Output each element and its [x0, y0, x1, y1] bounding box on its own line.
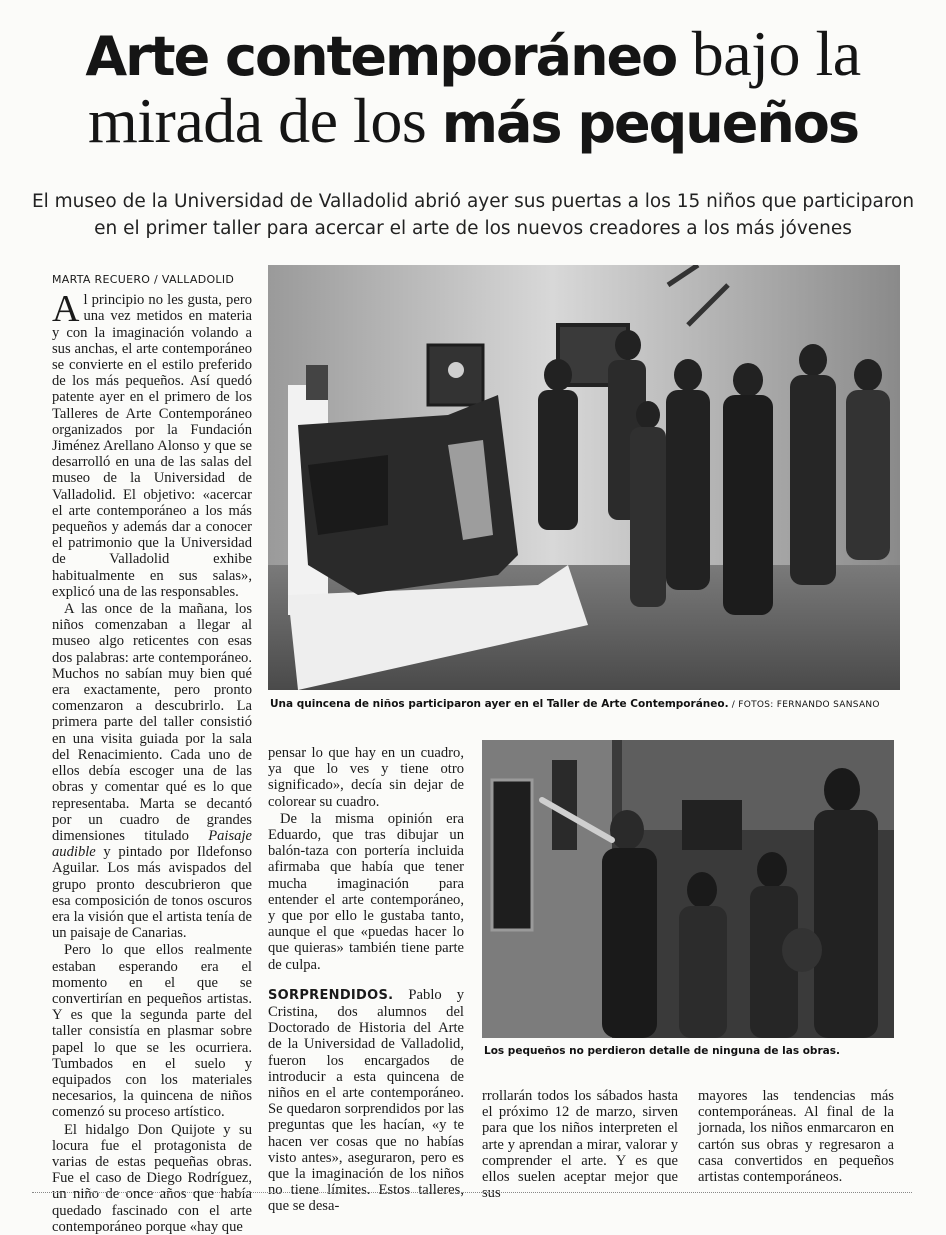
- photo-credit: / FOTOS: FERNANDO SANSANO: [728, 700, 880, 710]
- paragraph: De la misma opinión era Eduardo, que tras dibujar un balón-taza con portería incluida afirmaba que había que tener mucha imaginación para entender el arte contemporáneo, y que por ello le gustaba tanto, aunque el que «puedas hacer lo que quieras» también tiene parte de culpa.: [268, 810, 464, 973]
- paragraph: pensar lo que hay en un cuadro, ya que lo ves y tiene otro significado», decía sin dejar de colorear su cuadro.: [268, 745, 464, 810]
- paragraph-text: A las once de la mañana, los niños comenzaban a llegar al museo algo reticentes con esas dos palabras: arte contemporáneo. Muchos no sabían muy bien qué era exactamente, pero pronto comenzaron a descubrirlo. La primera parte del taller consistió en una visita guiada por la sala del Renacimiento. Cada uno de ellos debía escoger una de las obras y comentar qué es lo que representaba. Marta se decantó por un cuadro de grandes dimensiones titulado: [52, 601, 252, 844]
- article-column-4: [698, 1088, 894, 1185]
- paragraph-text: l principio no les gusta, pero una vez metidos en materia y con la imaginación volando a sus anchas, el arte contemporáneo se convierte en el estilo preferido de los más pequeños. Así quedó patente ayer en el primero de los Talleres de Arte Contemporáneo organizados por la Fundación Jiménez Arellano Alonso y que se desarrolló en una de las salas del museo de la Universidad de Valladolid. El objetivo: «acercar el arte contemporáneo a los más pequeños y además dar a conocer el patrimonio que la Universidad de Valladolid exhibe habitualmente en sus salas», explicó una de las responsables.: [52, 292, 252, 600]
- artwork-title: Paisaje audible: [52, 827, 252, 861]
- byline: MARTA RECUERO / VALLADOLID: [52, 273, 235, 286]
- photo-1-caption: [270, 698, 900, 710]
- photo-children-pointing: [482, 740, 894, 1038]
- paragraph: [52, 288, 252, 600]
- paragraph: [268, 987, 464, 1215]
- headline-regular-1: bajo la: [676, 18, 861, 89]
- headline-regular-2: mirada de los: [87, 85, 442, 156]
- headline-line-2: [30, 85, 916, 156]
- headline-line-1: [30, 18, 916, 89]
- paragraph-text: y pintado por Ildefonso Aguilar. Los más avispados del grupo pronto descubrieron que esa composición de tonos oscuros era la visión que el artista tenía de un paisaje de Canarias.: [52, 844, 252, 942]
- paragraph-text: Pablo y Cristina, dos alumnos del Doctorado de Historia del Arte de la Universidad de Valladolid, fueron los encargados de introducir a esta quincena de niños en el arte contemporáneo. Se quedaron sorprendidos por las preguntas que les hacían, «y te hacen ver cosas que no habías visto antes», aseguraron, pero es que la imaginación de los niños no tiene límites. Estos talleres, que se desa-: [268, 986, 464, 1215]
- photo-2-caption: Los pequeños no perdieron detalle de ninguna de las obras.: [484, 1045, 840, 1057]
- paragraph: [52, 601, 252, 941]
- article-column-3: [482, 1088, 678, 1201]
- bottom-divider: [32, 1192, 912, 1193]
- photo-illustration: [268, 265, 900, 690]
- headline-bold-2: más pequeños: [441, 92, 859, 155]
- headline: [30, 18, 916, 156]
- photo-children-in-museum: [268, 265, 900, 690]
- subheadline: El museo de la Universidad de Valladolid abrió ayer sus puertas a los 15 niños que participaron en el primer taller para acercar el arte de los nuevos creadores a los más jóvenes: [31, 191, 915, 239]
- paragraph: Pero lo que ellos realmente estaban esperando era el momento en el que se convertirían en pequeños artistas. Y es que la segunda parte del taller consistía en plasmar sobre papel lo que se les ocurriera. Tumbados en el suelo y equipados con los materiales necesarios, la quincena de niños comenzó su proceso artístico.: [52, 942, 252, 1121]
- paragraph: mayores las tendencias más contemporáneas. Al final de la jornada, los niños enmarcaron en cartón sus obras y regresaron a casa convertidos en pequeños artistas contemporáneos.: [698, 1088, 894, 1186]
- paragraph: rrollarán todos los sábados hasta el próximo 12 de marzo, sirven para que los niños interpreten el arte y aprendan a mirar, valorar y comprender el arte. Y es que ellos suelen aceptar mejor que sus: [482, 1088, 678, 1202]
- caption-text: Una quincena de niños participaron ayer en el Taller de Arte Contemporáneo.: [270, 698, 729, 710]
- drop-cap: A: [52, 288, 80, 331]
- section-heading: SORPRENDIDOS.: [268, 987, 394, 1003]
- paragraph: El hidalgo Don Quijote y su locura fue el protagonista de varias de estas pequeñas obras. Fue el caso de Diego Rodríguez, un niño de once años que había quedado fascinado con el arte contemporáneo porque «hay que: [52, 1121, 252, 1235]
- article-column-2: [268, 745, 464, 1215]
- article-column-1: [52, 272, 252, 1235]
- photo-illustration: [482, 740, 894, 1038]
- headline-bold-1: Arte contemporáneo: [85, 25, 677, 88]
